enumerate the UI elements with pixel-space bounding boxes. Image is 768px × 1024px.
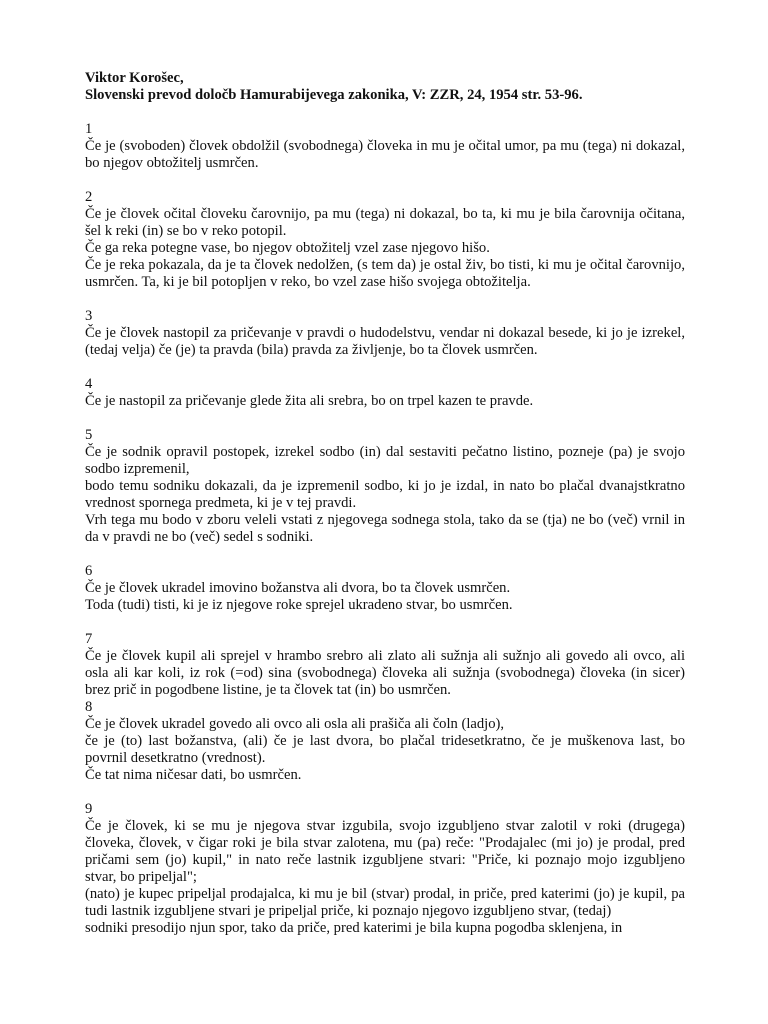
article-paragraph: Vrh tega mu bodo v zboru veleli vstati z njegovega sodnega stola, tako da se (tja) ne bo (več) vrnil in da v pravdi ne bo (več) sedel s sodniki. — [85, 512, 685, 545]
article-paragraph: Če je nastopil za pričevanje glede žita ali srebra, bo on trpel kazen te pravde. — [85, 393, 534, 409]
article-number: 2 — [85, 189, 93, 205]
document-header — [85, 70, 685, 104]
article-paragraph: Če je sodnik opravil postopek, izrekel sodbo (in) dal sestaviti pečatno listino, pozneje (pa) je svojo sodbo izpremenil, — [85, 444, 685, 477]
article-5 — [85, 427, 685, 546]
article-1 — [85, 121, 685, 172]
article-number: 6 — [85, 563, 93, 579]
article-number: 8 — [85, 699, 93, 715]
article-3 — [85, 308, 685, 359]
article-number: 4 — [85, 376, 93, 392]
article-paragraph: Če je človek očital človeku čarovnijo, pa mu (tega) ni dokazal, bo ta, ki mu je bila čarovnija očitana, šel k reki (in) se bo v reko potopil. — [85, 206, 685, 239]
article-7 — [85, 631, 685, 699]
article-number: 9 — [85, 801, 93, 817]
article-9 — [85, 801, 685, 937]
article-paragraph: Če je človek ukradel imovino božanstva ali dvora, bo ta človek usmrčen. — [85, 580, 511, 596]
article-paragraph: Če je človek kupil ali sprejel v hrambo srebro ali zlato ali sužnja ali sužnjo ali govedo ali ovco, ali osla ali kar koli, iz rok (=od) sina (svobodnega) človeka ali sužnja (svobodnega) človeka (in sicer) brez prič in pogodbene listine, je ta človek tat (in) bo usmrčen. — [85, 648, 685, 698]
article-paragraph: Če tat nima ničesar dati, bo usmrčen. — [85, 767, 302, 783]
author-name: Viktor Korošec, — [85, 70, 184, 86]
article-paragraph: bodo temu sodniku dokazali, da je izpremenil sodbo, ki jo je izdal, in nato bo plačal dvanajstkratno vrednost spornega predmeta, ki je v tej pravdi. — [85, 478, 685, 511]
article-paragraph: Če ga reka potegne vase, bo njegov obtožitelj vzel zase njegovo hišo. — [85, 240, 490, 256]
article-4 — [85, 376, 685, 410]
article-paragraph: Če je reka pokazala, da je ta človek nedolžen, (s tem da) je ostal živ, bo tisti, ki mu je očital čarovnijo, usmrčen. Ta, ki je bil potopljen v reko, bo vzel zase hišo svojega obtožitelja. — [85, 257, 685, 290]
article-paragraph: (nato) je kupec pripeljal prodajalca, ki mu je bil (stvar) prodal, in priče, pred katerimi (jo) je kupil, pa tudi lastnik izgubljene stvari je pripeljal priče, ki poznajo njegovo izgubljeno stvar, (tedaj) — [85, 886, 685, 919]
article-number: 3 — [85, 308, 93, 324]
article-paragraph: sodniki presodijo njun spor, tako da priče, pred katerimi je bila kupna pogodba sklenjena, in — [85, 920, 623, 936]
article-6 — [85, 563, 685, 614]
source-citation: Slovenski prevod določb Hamurabijevega zakonika, V: ZZR, 24, 1954 str. 53-96. — [85, 87, 583, 103]
article-number: 1 — [85, 121, 93, 137]
article-paragraph: če je (to) last božanstva, (ali) če je last dvora, bo plačal tridesetkratno, če je muškenova last, bo povrnil desetkratno (vrednost). — [85, 733, 685, 766]
article-number: 5 — [85, 427, 93, 443]
article-number: 7 — [85, 631, 93, 647]
article-8 — [85, 699, 685, 784]
article-2 — [85, 189, 685, 291]
article-paragraph: Če je človek nastopil za pričevanje v pravdi o hudodelstvu, vendar ni dokazal besede, ki jo je izrekel, (tedaj velja) če (je) ta pravda (bila) pravda za življenje, bo ta človek usmrčen. — [85, 325, 685, 358]
article-paragraph: Toda (tudi) tisti, ki je iz njegove roke sprejel ukradeno stvar, bo usmrčen. — [85, 597, 513, 613]
article-paragraph: Če je (svoboden) človek obdolžil (svobodnega) človeka in mu je očital umor, pa mu (tega) ni dokazal, bo njegov obtožitelj usmrčen. — [85, 138, 685, 171]
article-paragraph: Če je človek ukradel govedo ali ovco ali osla ali prašiča ali čoln (ladjo), — [85, 716, 505, 732]
article-paragraph: Če je človek, ki se mu je njegova stvar izgubila, svojo izgubljeno stvar zalotil v roki (drugega) človeka, človek, v čigar roki je bila stvar zalotena, mu (pa) reče: "Prodajalec (mi jo) je prodal, pred pričami sem (jo) kupil," in nato reče lastnik izgubljene stvari: "Priče, ki poznajo mojo izgubljeno stvar, bo pripeljal"; — [85, 818, 685, 885]
document-page — [85, 70, 685, 937]
